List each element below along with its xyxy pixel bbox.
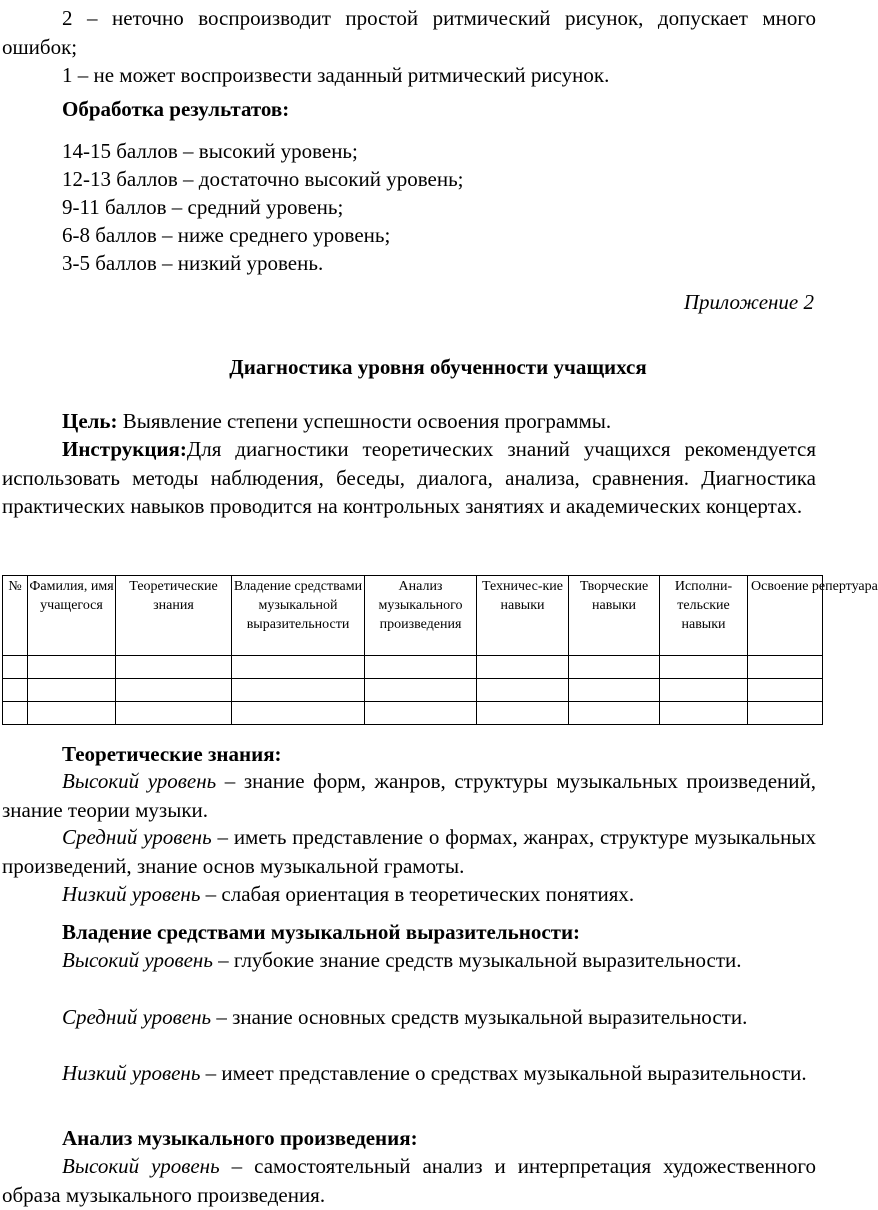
table-header-row (3, 576, 823, 656)
table-cell (365, 702, 477, 725)
level-text: – слабая ориентация в теоретических понятиях. (200, 882, 635, 906)
table-cell (660, 656, 748, 679)
table-cell (660, 702, 748, 725)
level-text: – самостоятельный анализ и интерпретация художественного образа музыкального произведения. (2, 1154, 816, 1207)
scale-item-1: 1 – не может воспроизвести заданный ритмический рисунок. (62, 63, 610, 87)
theory-high (2, 767, 816, 824)
expressive-mid (2, 1003, 816, 1032)
column-header: Исполни-тельские навыки (660, 576, 748, 656)
instruction-label: Инструкция: (62, 437, 187, 461)
theory-mid (2, 823, 816, 880)
level-label: Высокий уровень (62, 769, 217, 793)
level-item: 9-11 баллов – средний уровень; (62, 195, 344, 219)
diagnostics-title: Диагностика уровня обученности учащихся (229, 355, 647, 379)
level-item: 6-8 баллов – ниже среднего уровень; (62, 223, 391, 247)
level-item: 14-15 баллов – высокий уровень; (62, 139, 358, 163)
analysis-heading: Анализ музыкального произведения: (62, 1126, 418, 1150)
column-header: Владение средствами музыкальной выразительности (232, 576, 365, 656)
goal-line (62, 407, 611, 435)
table-row (3, 679, 823, 702)
table-row (3, 702, 823, 725)
table-row (3, 656, 823, 679)
level-text: – знание форм, жанров, структуры музыкальных произведений, знание теории музыки. (2, 769, 816, 822)
table-cell (569, 679, 660, 702)
goal-label: Цель: (62, 409, 118, 433)
level-label: Средний уровень (62, 1005, 212, 1029)
column-header: Анализ музыкального произведения (365, 576, 477, 656)
table-cell (477, 702, 569, 725)
table-cell (3, 702, 28, 725)
table-cell (477, 656, 569, 679)
level-item: 12-13 баллов – достаточно высокий уровень; (62, 167, 464, 191)
table-cell (3, 679, 28, 702)
table-cell (660, 679, 748, 702)
table-cell (748, 679, 823, 702)
level-item: 3-5 баллов – низкий уровень. (62, 251, 324, 275)
column-header: Освоение репертуара (748, 576, 823, 656)
table-cell (28, 656, 116, 679)
table-cell (365, 656, 477, 679)
expressive-heading: Владение средствами музыкальной выразительности: (62, 920, 581, 944)
level-label: Высокий уровень (62, 1154, 220, 1178)
column-header: Фамилия, имя учащегося (28, 576, 116, 656)
level-text: – иметь представление о формах, жанрах, структуре музыкальных произведений, знание основ музыкальной грамоты. (2, 825, 816, 878)
level-label: Высокий уровень (62, 948, 213, 972)
level-label: Низкий уровень (62, 1061, 201, 1085)
column-header: № (3, 576, 28, 656)
theory-low (62, 880, 634, 908)
table-cell (28, 679, 116, 702)
table-cell (116, 679, 232, 702)
column-header: Творческие навыки (569, 576, 660, 656)
level-label: Низкий уровень (62, 882, 201, 906)
expressive-low (2, 1059, 816, 1088)
table-cell (569, 656, 660, 679)
table-cell (116, 656, 232, 679)
appendix-label: Приложение 2 (683, 290, 814, 314)
goal-text: Выявление степени успешности освоения программы. (117, 409, 612, 433)
processing-heading: Обработка результатов: (62, 97, 290, 121)
instruction-paragraph (2, 435, 816, 521)
column-header: Теоретические знания (116, 576, 232, 656)
table-cell (232, 656, 365, 679)
level-label: Средний уровень (62, 825, 212, 849)
assessment-table (2, 575, 878, 725)
scale-item-2: 2 – неточно воспроизводит простой ритмический рисунок, допускает много ошибок; (2, 6, 816, 59)
table-cell (116, 702, 232, 725)
table-cell (232, 702, 365, 725)
table-cell (232, 679, 365, 702)
table-cell (477, 679, 569, 702)
table-cell (365, 679, 477, 702)
level-text: – знание основных средств музыкальной выразительности. (211, 1005, 748, 1029)
theory-heading: Теоретические знания: (62, 742, 282, 766)
expressive-high (2, 946, 816, 975)
table-cell (748, 702, 823, 725)
analysis-high (2, 1152, 816, 1209)
table-cell (569, 702, 660, 725)
level-text: – имеет представление о средствах музыкальной выразительности. (200, 1061, 807, 1085)
table-cell (748, 656, 823, 679)
table-cell (28, 702, 116, 725)
table-cell (3, 656, 28, 679)
instruction-text: Для диагностики теоретических знаний учащихся рекомендуется использовать методы наблюдения, беседы, диалога, анализа, сравнения. Диагностика практических навыков проводится на контрольных занятиях и академических концертах. (2, 437, 816, 518)
column-header: Техничес-кие навыки (477, 576, 569, 656)
level-text: – глубокие знание средств музыкальной выразительности. (212, 948, 742, 972)
